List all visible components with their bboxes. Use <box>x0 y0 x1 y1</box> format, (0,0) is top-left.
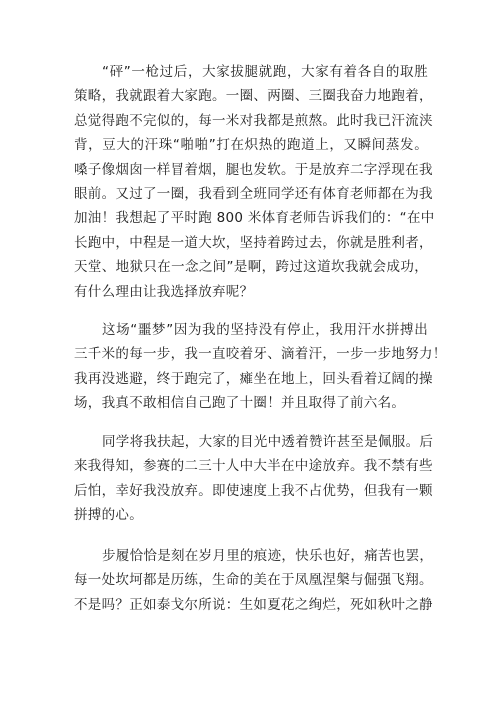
paragraph-2 <box>74 318 447 416</box>
paragraph-line: 策略，我就跟着大家跑。一圈、两圈、三圈我奋力地跑着， <box>74 88 433 105</box>
paragraph-line: 加油！我想起了平时跑 800 米体育老师告诉我们的：“在中 <box>74 210 435 227</box>
paragraph-line: “砰”一枪过后，大家拔腿就跑，大家有着各自的取胜 <box>102 64 428 80</box>
paragraph-line: 步履恰恰是刻在岁月里的痕迹，快乐也好，痛苦也罢， <box>102 548 434 564</box>
paragraph-line: 拼搏的心。 <box>74 507 143 524</box>
paragraph-line: 同学将我扶起，大家的目光中透着赞许甚至是佩服。后 <box>102 434 434 450</box>
paragraph-line: 三千米的每一步，我一直咬着牙、滴着汗，一步一步地努力！ <box>74 346 447 363</box>
paragraph-line: 长跑中，中程是一道大坎，坚持着跨过去，你就是胜利者， <box>74 234 433 251</box>
paragraph-line: 不是吗？正如泰戈尔所说：生如夏花之绚烂，死如秋叶之静 <box>74 596 433 613</box>
paragraph-line: 我再没逃避，终于跑完了，瘫坐在地上，回头看着辽阔的操 <box>74 370 433 387</box>
paragraph-line: 这场“噩梦”因为我的坚持没有停止，我用汗水拼搏出 <box>102 322 428 338</box>
paragraph-line: 场，我真不敢相信自己跑了十圈！并且取得了前六名。 <box>74 395 406 412</box>
paragraph-line: 后怕，幸好我没放弃。即使速度上我不占优势，但我有一颗 <box>74 482 433 499</box>
paragraph-line: 总觉得跑不完似的，每一米对我都是煎熬。此时我已汗流浃 <box>74 112 433 129</box>
paragraph-line: 嗓子像烟囱一样冒着烟，腿也发软。于是放弃二字浮现在我 <box>74 161 433 178</box>
paragraph-line: 来我得知，参赛的二三十人中大半在中途放弃。我不禁有些 <box>74 458 433 475</box>
paragraph-line: 天堂、地狱只在一念之间”是啊，跨过这道坎我就会成功， <box>74 259 428 276</box>
paragraph-line: 每一处坎坷都是历练，生命的美在于凤凰涅槃与倔强飞翔。 <box>74 572 433 589</box>
paragraph-4 <box>74 544 434 617</box>
paragraph-line: 眼前。又过了一圈，我看到全班同学还有体育老师都在为我 <box>74 186 433 203</box>
paragraph-line: 有什么理由让我选择放弃呢？ <box>74 283 254 300</box>
paragraph-line: 背，豆大的汗珠“啪啪”打在炽热的跑道上，又瞬间蒸发。 <box>74 137 428 154</box>
paragraph-1 <box>74 60 435 304</box>
paragraph-3 <box>74 430 434 528</box>
